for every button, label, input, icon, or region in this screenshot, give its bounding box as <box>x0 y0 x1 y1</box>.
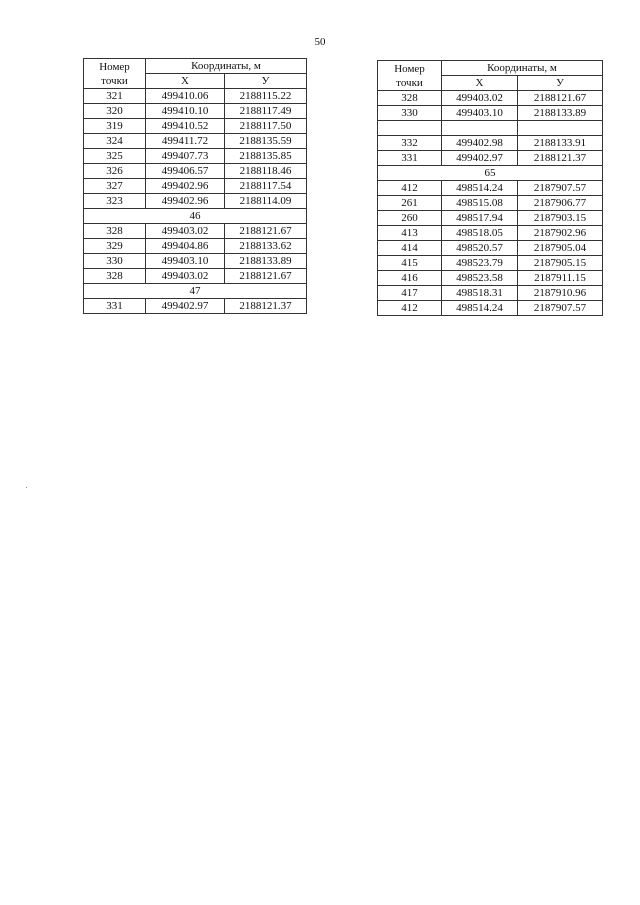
x-coordinate-cell: 499406.57 <box>146 164 225 179</box>
point-number-cell: 332 <box>378 136 442 151</box>
point-number-cell: 413 <box>378 226 442 241</box>
section-label: 46 <box>84 209 307 224</box>
y-coordinate-cell: 2188121.67 <box>225 269 307 284</box>
table-row <box>84 239 307 254</box>
table-row <box>84 254 307 269</box>
y-coordinate-cell: 2188117.54 <box>225 179 307 194</box>
x-coordinate-cell: 499402.96 <box>146 194 225 209</box>
y-coordinate-cell: 2187902.96 <box>518 226 603 241</box>
x-coordinate-cell: 499403.10 <box>442 106 518 121</box>
point-number-cell: 417 <box>378 286 442 301</box>
point-number-cell: 412 <box>378 181 442 196</box>
table-row <box>84 119 307 134</box>
table-row <box>378 151 603 166</box>
y-coordinate-cell: 2187910.96 <box>518 286 603 301</box>
x-coordinate-cell: 498518.05 <box>442 226 518 241</box>
x-coordinate-cell: 499403.02 <box>146 224 225 239</box>
table-row <box>84 224 307 239</box>
header-row <box>378 61 603 76</box>
table-row <box>378 211 603 226</box>
table-row <box>378 196 603 211</box>
y-coordinate-cell: 2188133.89 <box>225 254 307 269</box>
y-coordinate-cell: 2187911.15 <box>518 271 603 286</box>
x-coordinate-cell: 498520.57 <box>442 241 518 256</box>
coordinates-table-right <box>377 60 603 316</box>
x-coordinate-cell: 499403.02 <box>442 91 518 106</box>
y-coordinate-cell: 2188135.85 <box>225 149 307 164</box>
section-label: 47 <box>84 284 307 299</box>
x-column-header: X <box>442 76 518 91</box>
table-row <box>378 256 603 271</box>
section-label: 65 <box>378 166 603 181</box>
y-coordinate-cell: 2187907.57 <box>518 181 603 196</box>
table-row <box>378 271 603 286</box>
point-number-cell: 325 <box>84 149 146 164</box>
point-number-cell: 412 <box>378 301 442 316</box>
y-coordinate-cell: 2188121.37 <box>518 151 603 166</box>
header-row <box>84 59 307 74</box>
y-coordinate-cell: 2188114.09 <box>225 194 307 209</box>
y-column-header: У <box>225 74 307 89</box>
point-number-header-line1: Номер <box>99 60 130 73</box>
y-coordinate-cell: 2187903.15 <box>518 211 603 226</box>
table-row <box>84 164 307 179</box>
y-coordinate-cell: 2187906.77 <box>518 196 603 211</box>
table-row <box>378 286 603 301</box>
table-row <box>84 134 307 149</box>
point-number-cell: 416 <box>378 271 442 286</box>
x-coordinate-cell: 498515.08 <box>442 196 518 211</box>
table-row <box>378 121 603 136</box>
coordinates-header: Координаты, м <box>442 61 603 76</box>
point-number-cell: 414 <box>378 241 442 256</box>
x-coordinate-cell: 498523.79 <box>442 256 518 271</box>
y-coordinate-cell <box>518 121 603 136</box>
point-number-cell: 324 <box>84 134 146 149</box>
y-column-header: У <box>518 76 603 91</box>
y-coordinate-cell: 2188121.67 <box>518 91 603 106</box>
y-coordinate-cell: 2188117.49 <box>225 104 307 119</box>
x-column-header: X <box>146 74 225 89</box>
table-row <box>378 226 603 241</box>
point-number-cell: 328 <box>84 224 146 239</box>
table-row <box>378 106 603 121</box>
y-coordinate-cell: 2188133.89 <box>518 106 603 121</box>
x-coordinate-cell <box>442 121 518 136</box>
x-coordinate-cell: 499402.98 <box>442 136 518 151</box>
point-number-header-line2: точки <box>396 76 423 89</box>
point-number-header-line1: Номер <box>394 62 425 75</box>
point-number-cell: 327 <box>84 179 146 194</box>
x-coordinate-cell: 499402.96 <box>146 179 225 194</box>
point-number-cell <box>378 121 442 136</box>
point-number-cell: 328 <box>84 269 146 284</box>
table-row <box>378 241 603 256</box>
point-number-cell: 330 <box>378 106 442 121</box>
point-number-cell: 319 <box>84 119 146 134</box>
table-row <box>84 179 307 194</box>
x-coordinate-cell: 498514.24 <box>442 181 518 196</box>
x-coordinate-cell: 499410.06 <box>146 89 225 104</box>
scan-speck <box>26 487 27 488</box>
y-coordinate-cell: 2188121.67 <box>225 224 307 239</box>
y-coordinate-cell: 2188117.50 <box>225 119 307 134</box>
x-coordinate-cell: 498518.31 <box>442 286 518 301</box>
point-number-header <box>378 61 442 91</box>
y-coordinate-cell: 2188133.91 <box>518 136 603 151</box>
table-row <box>378 91 603 106</box>
y-coordinate-cell: 2187905.04 <box>518 241 603 256</box>
table-row <box>84 194 307 209</box>
section-row <box>84 209 307 224</box>
page-number: 50 <box>314 36 326 48</box>
y-coordinate-cell: 2187905.15 <box>518 256 603 271</box>
x-coordinate-cell: 499410.52 <box>146 119 225 134</box>
y-coordinate-cell: 2188133.62 <box>225 239 307 254</box>
point-number-cell: 320 <box>84 104 146 119</box>
point-number-cell: 328 <box>378 91 442 106</box>
section-row <box>84 284 307 299</box>
table-row <box>378 136 603 151</box>
x-coordinate-cell: 499404.86 <box>146 239 225 254</box>
table-row <box>378 301 603 316</box>
x-coordinate-cell: 499402.97 <box>146 299 225 314</box>
point-number-cell: 326 <box>84 164 146 179</box>
point-number-cell: 261 <box>378 196 442 211</box>
table-row <box>84 149 307 164</box>
x-coordinate-cell: 499407.73 <box>146 149 225 164</box>
x-coordinate-cell: 499410.10 <box>146 104 225 119</box>
point-number-cell: 321 <box>84 89 146 104</box>
point-number-cell: 323 <box>84 194 146 209</box>
point-number-cell: 331 <box>84 299 146 314</box>
y-coordinate-cell: 2188135.59 <box>225 134 307 149</box>
point-number-cell: 330 <box>84 254 146 269</box>
y-coordinate-cell: 2188121.37 <box>225 299 307 314</box>
x-coordinate-cell: 498517.94 <box>442 211 518 226</box>
x-coordinate-cell: 498523.58 <box>442 271 518 286</box>
y-coordinate-cell: 2187907.57 <box>518 301 603 316</box>
point-number-header-line2: точки <box>101 74 128 87</box>
coordinates-table-left <box>83 58 307 314</box>
x-coordinate-cell: 499411.72 <box>146 134 225 149</box>
table-row <box>84 299 307 314</box>
x-coordinate-cell: 499403.02 <box>146 269 225 284</box>
point-number-cell: 415 <box>378 256 442 271</box>
x-coordinate-cell: 498514.24 <box>442 301 518 316</box>
table-row <box>84 89 307 104</box>
point-number-cell: 260 <box>378 211 442 226</box>
point-number-cell: 331 <box>378 151 442 166</box>
x-coordinate-cell: 499402.97 <box>442 151 518 166</box>
coordinates-header: Координаты, м <box>146 59 307 74</box>
table-row <box>84 269 307 284</box>
table-row <box>378 181 603 196</box>
point-number-cell: 329 <box>84 239 146 254</box>
section-row <box>378 166 603 181</box>
point-number-header <box>84 59 146 89</box>
x-coordinate-cell: 499403.10 <box>146 254 225 269</box>
table-row <box>84 104 307 119</box>
y-coordinate-cell: 2188115.22 <box>225 89 307 104</box>
y-coordinate-cell: 2188118.46 <box>225 164 307 179</box>
